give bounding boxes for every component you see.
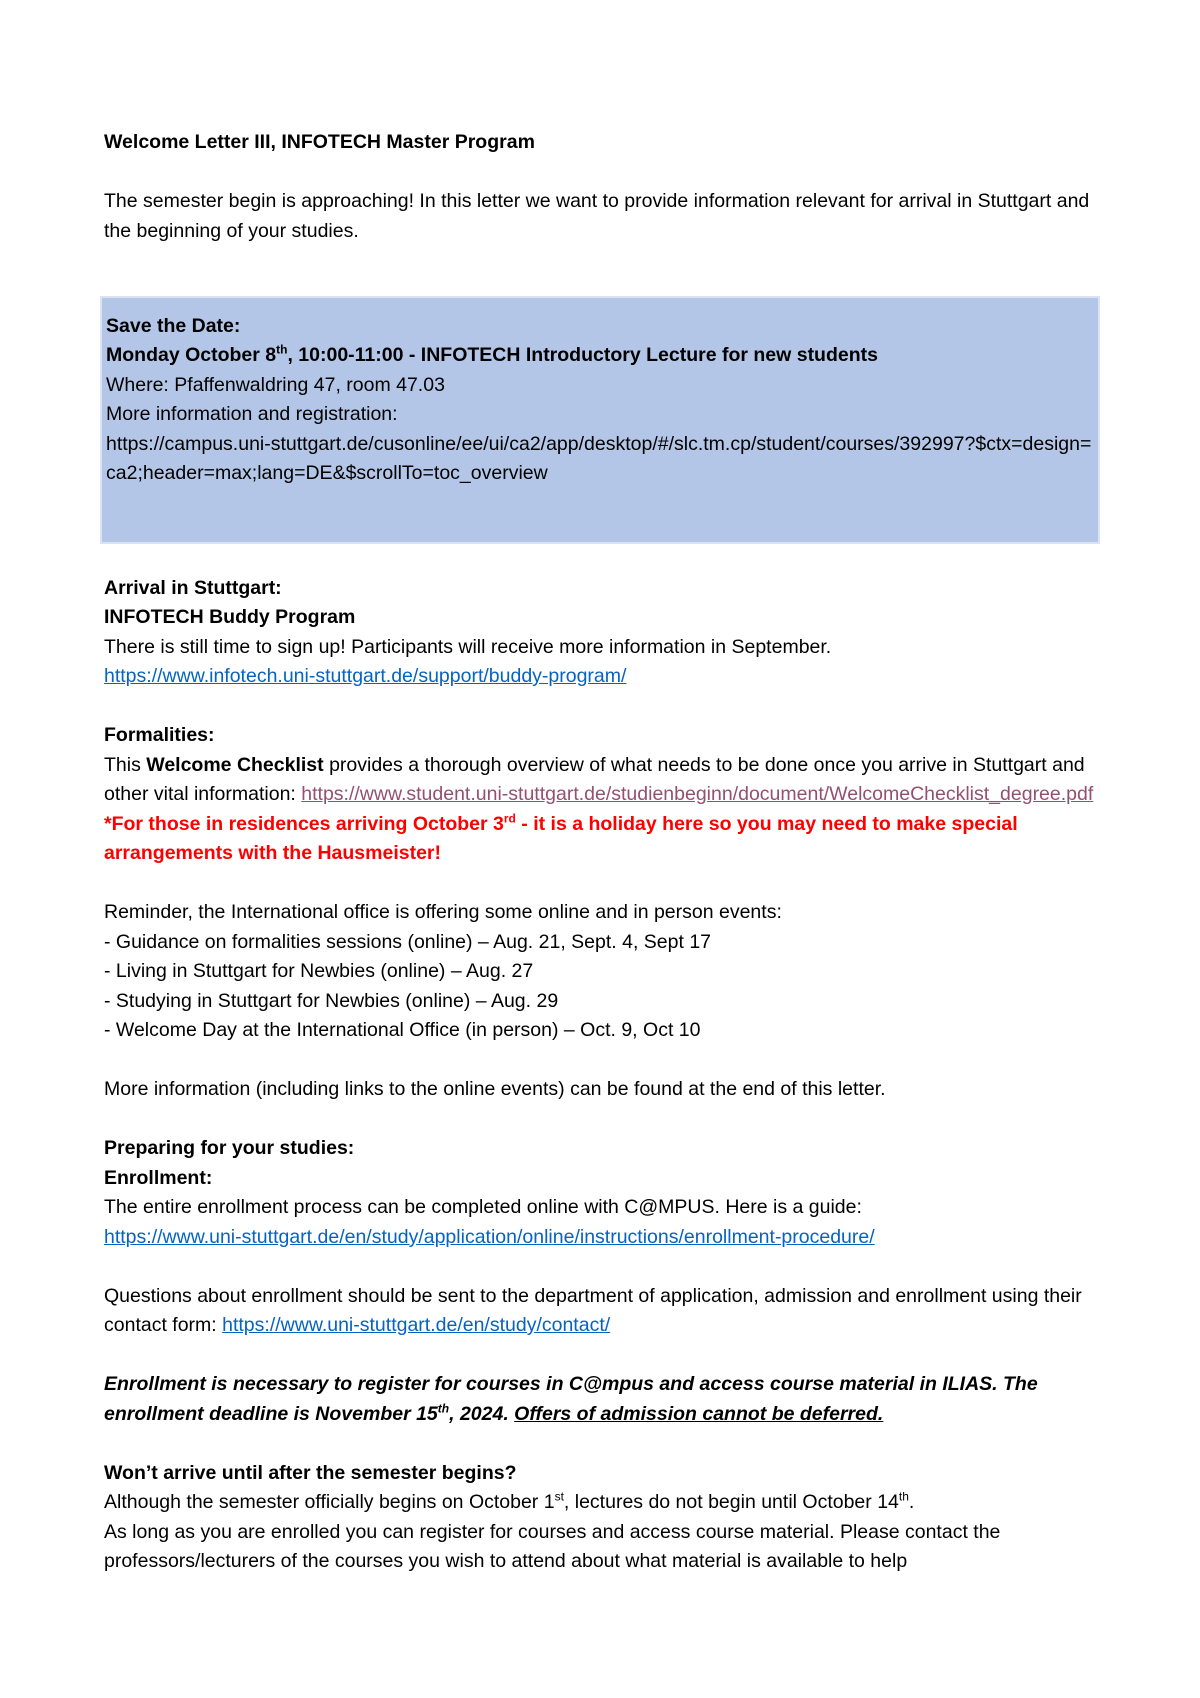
save-the-date-heading: Save the Date: (106, 314, 241, 337)
welcome-checklist-label: Welcome Checklist (146, 753, 324, 776)
deadline-note-part2: , 2024. (449, 1402, 515, 1425)
event-line (106, 341, 1098, 371)
list-item: - Welcome Day at the International Office (in person) – Oct. 9, Oct 10 (104, 1019, 701, 1041)
deadline-note-part1: Enrollment is necessary to register for courses in C@mpus and access course material in ILIAS. The enrollment deadline is November 15 (104, 1373, 1038, 1425)
reminder-intro: Reminder, the International office is offering some online and in person events: (104, 901, 782, 923)
deadline-note-suffix: th (437, 1401, 450, 1415)
formalities-paragraph (104, 751, 1104, 810)
arrival-heading: Arrival in Stuttgart: (104, 576, 282, 599)
list-item: - Guidance on formalities sessions (online) – Aug. 21, Sept. 4, Sept 17 (104, 930, 712, 953)
event-more-info: More information and registration: (106, 403, 398, 425)
preparing-heading: Preparing for your studies: (104, 1137, 355, 1159)
holiday-warning (104, 810, 1104, 869)
letter-title: Welcome Letter III, INFOTECH Master Program (104, 131, 535, 153)
buddy-program-heading: INFOTECH Buddy Program (104, 606, 356, 628)
enrollment-deadline-note (104, 1370, 1104, 1429)
reminder-more-info: More information (including links to the online events) can be found at the end of this letter. (104, 1078, 886, 1100)
late-arrival-suffix-2: th (898, 1489, 909, 1504)
welcome-checklist-link[interactable]: https://www.student.uni-stuttgart.de/studienbeginn/document/WelcomeChecklist_degree.pdf (301, 783, 1094, 805)
events-list (104, 928, 1104, 1046)
late-arrival-mid: , lectures do not begin until October 14 (563, 1491, 899, 1513)
formalities-text-pre: This (104, 753, 147, 776)
late-arrival-line2: As long as you are enrolled you can register for courses and access course material. Please contact the professors/lecturers of the courses you wish to attend about what material is available to help (104, 1520, 1001, 1572)
enrollment-questions (104, 1282, 1104, 1341)
late-arrival-heading: Won’t arrive until after the semester begins? (104, 1461, 517, 1484)
holiday-warning-post: - it is a holiday here so you may need to make special arrangements with the Hausmeister! (104, 812, 1018, 864)
buddy-program-link[interactable]: https://www.infotech.uni-stuttgart.de/support/buddy-program/ (104, 665, 627, 687)
event-day: Monday October 8 (106, 344, 277, 366)
list-item: - Studying in Stuttgart for Newbies (online) – Aug. 29 (104, 989, 559, 1012)
enrollment-heading: Enrollment: (104, 1166, 213, 1189)
list-item: - Living in Stuttgart for Newbies (online) – Aug. 27 (104, 960, 534, 982)
event-details: , 10:00-11:00 - INFOTECH Introductory Lecture for new students (287, 344, 878, 366)
late-arrival-post: . (908, 1491, 915, 1513)
intro-paragraph: The semester begin is approaching! In this letter we want to provide information relevant for arrival in Stuttgart and the beginning of your studies. (104, 190, 1090, 242)
formalities-text-post: provides a thorough overview of what needs to be done once you arrive in Stuttgart and other vital information: (104, 753, 1085, 805)
save-the-date-box (100, 296, 1100, 544)
formalities-heading: Formalities: (104, 724, 215, 746)
event-registration-url: https://campus.uni-stuttgart.de/cusonline/ee/ui/ca2/app/desktop/#/slc.tm.cp/student/courses/392997?$ctx=design=ca2;header=max;lang=DE&$scrollTo=toc_overview (106, 432, 1092, 484)
event-location: Where: Pfaffenwaldring 47, room 47.03 (106, 373, 445, 396)
late-arrival-line1 (104, 1488, 1104, 1518)
holiday-warning-suffix: rd (503, 811, 516, 825)
late-arrival-suffix-1: st (554, 1489, 564, 1504)
enrollment-text: The entire enrollment process can be completed online with C@MPUS. Here is a guide: (104, 1196, 862, 1218)
buddy-program-text: There is still time to sign up! Participants will receive more information in September. (104, 635, 832, 658)
deadline-note-deferral: Offers of admission cannot be deferred. (514, 1402, 884, 1425)
enrollment-guide-link[interactable]: https://www.uni-stuttgart.de/en/study/application/online/instructions/enrollment-procedure/ (104, 1225, 875, 1248)
late-arrival-pre: Although the semester officially begins on October 1 (104, 1491, 555, 1513)
holiday-warning-pre: *For those in residences arriving October 3 (104, 812, 504, 835)
enrollment-questions-text: Questions about enrollment should be sent to the department of application, admission and enrollment using their contact form: (104, 1284, 1082, 1336)
event-day-suffix: th (276, 342, 288, 357)
letter-page (104, 128, 1104, 1577)
contact-form-link[interactable]: https://www.uni-stuttgart.de/en/study/contact/ (222, 1314, 611, 1336)
